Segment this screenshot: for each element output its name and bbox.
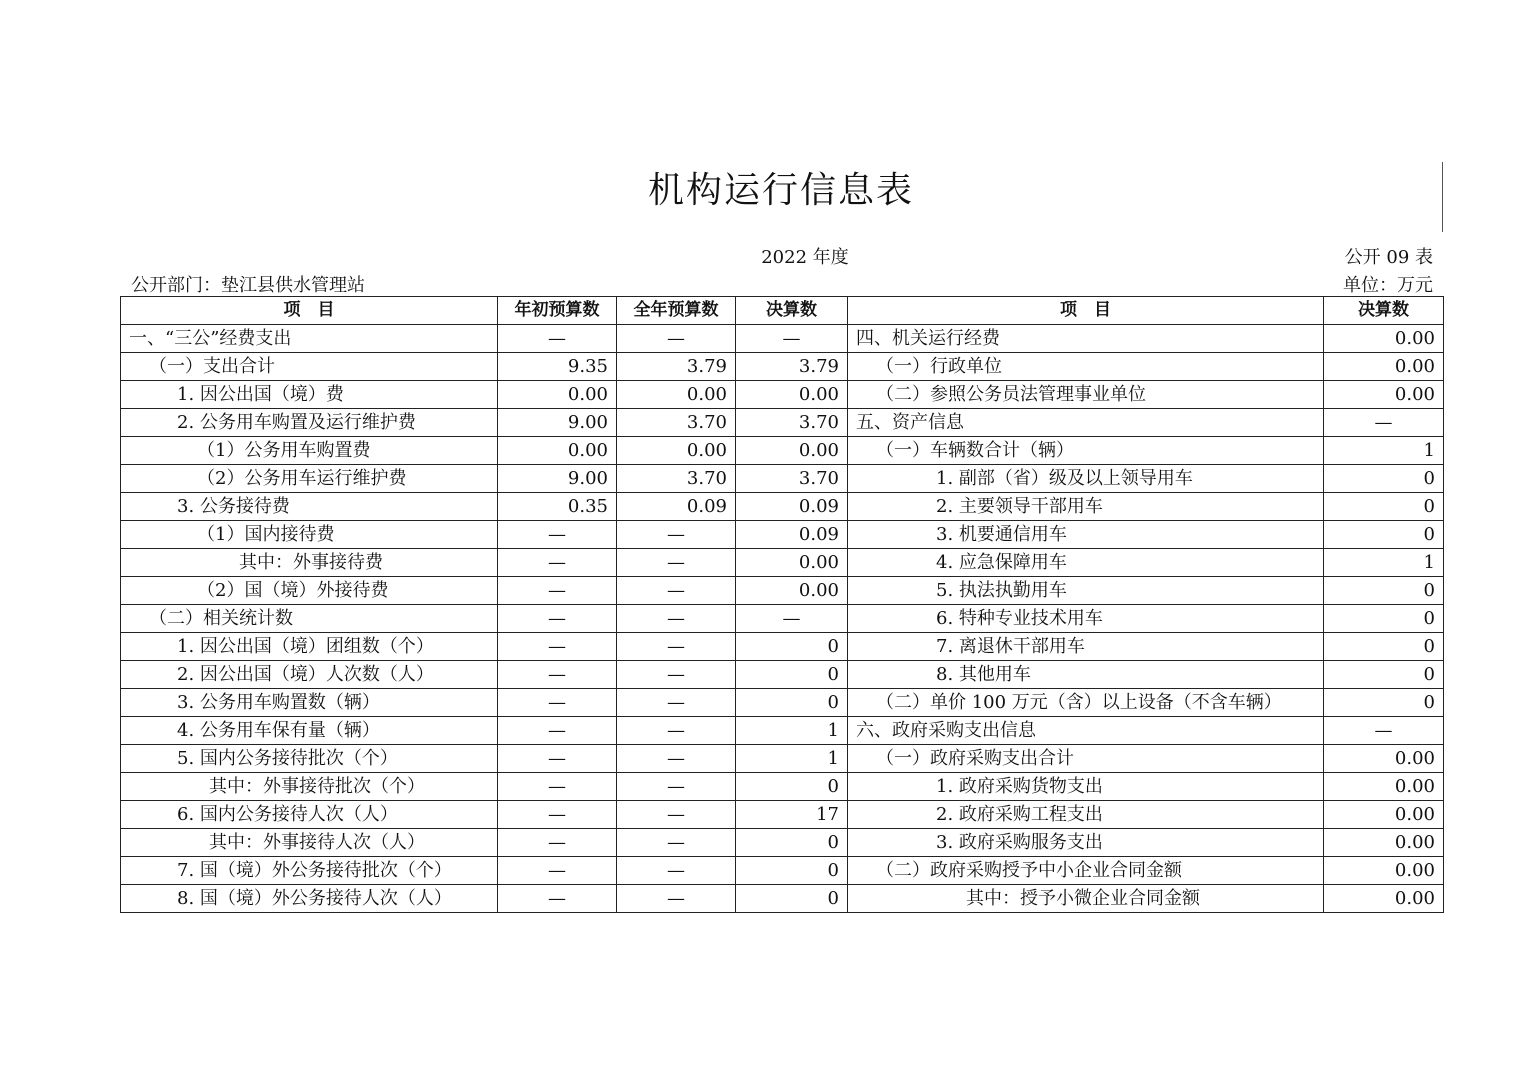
item-left-cell: （二）相关统计数: [121, 605, 498, 633]
final-left-cell: 0.09: [736, 493, 848, 521]
budget-start-cell: —: [498, 689, 617, 717]
budget-start-cell: —: [498, 661, 617, 689]
item-right-cell: 2. 主要领导干部用车: [848, 493, 1324, 521]
final-left-cell: 0: [736, 633, 848, 661]
item-left-cell: 一、“三公”经费支出: [121, 325, 498, 353]
table-row: [121, 549, 1444, 577]
final-left-cell: 0: [736, 885, 848, 913]
budget-full-cell: —: [617, 325, 736, 353]
table-row: [121, 409, 1444, 437]
budget-full-cell: 3.70: [617, 409, 736, 437]
final-right-cell: 0.00: [1324, 885, 1444, 913]
budget-full-cell: —: [617, 773, 736, 801]
final-left-cell: 0.00: [736, 549, 848, 577]
final-left-cell: 0: [736, 773, 848, 801]
budget-start-cell: —: [498, 325, 617, 353]
table-row: [121, 353, 1444, 381]
final-left-cell: 3.70: [736, 465, 848, 493]
item-left-cell: （2）国（境）外接待费: [121, 577, 498, 605]
header-item-left: 项 目: [121, 297, 498, 325]
budget-full-cell: —: [617, 745, 736, 773]
final-right-cell: 0: [1324, 633, 1444, 661]
budget-full-cell: —: [617, 577, 736, 605]
item-right-cell: 3. 机要通信用车: [848, 521, 1324, 549]
item-right-cell: 1. 政府采购货物支出: [848, 773, 1324, 801]
item-right-cell: 7. 离退休干部用车: [848, 633, 1324, 661]
budget-full-cell: —: [617, 829, 736, 857]
final-left-cell: 0: [736, 689, 848, 717]
budget-start-cell: —: [498, 633, 617, 661]
page-title: 机构运行信息表: [647, 170, 914, 211]
item-right-cell: （二）单价 100 万元（含）以上设备（不含车辆）: [848, 689, 1324, 717]
table-row: [121, 689, 1444, 717]
item-left-cell: 2. 因公出国（境）人次数（人）: [121, 661, 498, 689]
table-row: [121, 829, 1444, 857]
final-right-cell: 0: [1324, 521, 1444, 549]
budget-full-cell: —: [617, 689, 736, 717]
final-right-cell: 0: [1324, 605, 1444, 633]
final-left-cell: 0: [736, 661, 848, 689]
budget-full-cell: —: [617, 549, 736, 577]
budget-full-cell: 3.70: [617, 465, 736, 493]
final-left-cell: —: [736, 605, 848, 633]
item-right-cell: 6. 特种专业技术用车: [848, 605, 1324, 633]
item-left-cell: 4. 公务用车保有量（辆）: [121, 717, 498, 745]
item-left-cell: 5. 国内公务接待批次（个）: [121, 745, 498, 773]
table-row: [121, 857, 1444, 885]
budget-full-cell: —: [617, 801, 736, 829]
final-right-cell: 0.00: [1324, 857, 1444, 885]
header-item-right: 项 目: [848, 297, 1324, 325]
final-left-cell: 0: [736, 857, 848, 885]
unit-label: 单位：万元: [1343, 275, 1433, 296]
table-row: [121, 633, 1444, 661]
item-right-cell: 五、资产信息: [848, 409, 1324, 437]
final-right-cell: 0.00: [1324, 829, 1444, 857]
budget-start-cell: —: [498, 829, 617, 857]
budget-full-cell: 0.09: [617, 493, 736, 521]
table-row: [121, 661, 1444, 689]
item-left-cell: （1）国内接待费: [121, 521, 498, 549]
budget-start-cell: —: [498, 801, 617, 829]
item-left-cell: （1）公务用车购置费: [121, 437, 498, 465]
item-left-cell: 3. 公务接待费: [121, 493, 498, 521]
table-row: [121, 325, 1444, 353]
final-right-cell: 0: [1324, 465, 1444, 493]
budget-start-cell: —: [498, 549, 617, 577]
table-row: [121, 773, 1444, 801]
header-budget-full: 全年预算数: [617, 297, 736, 325]
budget-full-cell: 3.79: [617, 353, 736, 381]
final-right-cell: 0.00: [1324, 381, 1444, 409]
final-right-cell: 0: [1324, 661, 1444, 689]
budget-start-cell: —: [498, 521, 617, 549]
table-row: [121, 493, 1444, 521]
budget-start-cell: 0.00: [498, 381, 617, 409]
item-right-cell: 六、政府采购支出信息: [848, 717, 1324, 745]
item-right-cell: 四、机关运行经费: [848, 325, 1324, 353]
final-left-cell: 3.79: [736, 353, 848, 381]
item-right-cell: （二）政府采购授予中小企业合同金额: [848, 857, 1324, 885]
table-row: [121, 745, 1444, 773]
header-final-right: 决算数: [1324, 297, 1444, 325]
final-left-cell: 0.00: [736, 381, 848, 409]
item-left-cell: 其中：外事接待人次（人）: [121, 829, 498, 857]
table-row: [121, 801, 1444, 829]
budget-full-cell: —: [617, 521, 736, 549]
item-right-cell: （一）政府采购支出合计: [848, 745, 1324, 773]
item-right-cell: 3. 政府采购服务支出: [848, 829, 1324, 857]
final-left-cell: 1: [736, 745, 848, 773]
item-left-cell: 3. 公务用车购置数（辆）: [121, 689, 498, 717]
budget-full-cell: —: [617, 717, 736, 745]
table-row: [121, 885, 1444, 913]
final-right-cell: 0: [1324, 577, 1444, 605]
final-left-cell: 0: [736, 829, 848, 857]
table-row: [121, 437, 1444, 465]
final-right-cell: 0: [1324, 493, 1444, 521]
item-left-cell: （一）支出合计: [121, 353, 498, 381]
table-row: [121, 605, 1444, 633]
item-left-cell: 2. 公务用车购置及运行维护费: [121, 409, 498, 437]
fiscal-year: 2022 年度: [761, 247, 849, 268]
table-row: [121, 577, 1444, 605]
budget-start-cell: 9.00: [498, 409, 617, 437]
item-left-cell: 6. 国内公务接待人次（人）: [121, 801, 498, 829]
budget-start-cell: 9.00: [498, 465, 617, 493]
table-row: [121, 465, 1444, 493]
final-right-cell: 0.00: [1324, 773, 1444, 801]
header-final-left: 决算数: [736, 297, 848, 325]
final-right-cell: —: [1324, 409, 1444, 437]
table-header-row: [121, 297, 1444, 325]
budget-start-cell: —: [498, 857, 617, 885]
budget-full-cell: —: [617, 885, 736, 913]
final-right-cell: 0.00: [1324, 325, 1444, 353]
budget-full-cell: —: [617, 605, 736, 633]
budget-full-cell: 0.00: [617, 381, 736, 409]
final-left-cell: 3.70: [736, 409, 848, 437]
budget-start-cell: 9.35: [498, 353, 617, 381]
final-left-cell: 17: [736, 801, 848, 829]
final-right-cell: 1: [1324, 437, 1444, 465]
item-right-cell: （一）行政单位: [848, 353, 1324, 381]
item-left-cell: 1. 因公出国（境）费: [121, 381, 498, 409]
table-row: [121, 717, 1444, 745]
final-right-cell: 0.00: [1324, 353, 1444, 381]
budget-full-cell: —: [617, 857, 736, 885]
final-left-cell: 0.00: [736, 437, 848, 465]
item-left-cell: 1. 因公出国（境）团组数（个）: [121, 633, 498, 661]
item-right-cell: 2. 政府采购工程支出: [848, 801, 1324, 829]
item-right-cell: （一）车辆数合计（辆）: [848, 437, 1324, 465]
final-left-cell: 0.00: [736, 577, 848, 605]
budget-start-cell: —: [498, 745, 617, 773]
budget-start-cell: —: [498, 773, 617, 801]
form-number: 公开 09 表: [1344, 247, 1433, 268]
table-row: [121, 521, 1444, 549]
final-left-cell: 0.09: [736, 521, 848, 549]
item-left-cell: 其中：外事接待费: [121, 549, 498, 577]
final-left-cell: —: [736, 325, 848, 353]
item-right-cell: 8. 其他用车: [848, 661, 1324, 689]
header-budget-start: 年初预算数: [498, 297, 617, 325]
final-right-cell: 0.00: [1324, 801, 1444, 829]
item-right-cell: 1. 副部（省）级及以上领导用车: [848, 465, 1324, 493]
budget-full-cell: 0.00: [617, 437, 736, 465]
final-left-cell: 1: [736, 717, 848, 745]
item-right-cell: 5. 执法执勤用车: [848, 577, 1324, 605]
item-right-cell: 其中：授予小微企业合同金额: [848, 885, 1324, 913]
final-right-cell: 0.00: [1324, 745, 1444, 773]
budget-start-cell: 0.35: [498, 493, 617, 521]
budget-full-cell: —: [617, 633, 736, 661]
item-left-cell: （2）公务用车运行维护费: [121, 465, 498, 493]
item-right-cell: （二）参照公务员法管理事业单位: [848, 381, 1324, 409]
final-right-cell: —: [1324, 717, 1444, 745]
item-left-cell: 8. 国（境）外公务接待人次（人）: [121, 885, 498, 913]
budget-start-cell: —: [498, 885, 617, 913]
budget-start-cell: —: [498, 717, 617, 745]
item-left-cell: 7. 国（境）外公务接待批次（个）: [121, 857, 498, 885]
table-row: [121, 381, 1444, 409]
item-right-cell: 4. 应急保障用车: [848, 549, 1324, 577]
final-right-cell: 1: [1324, 549, 1444, 577]
budget-full-cell: —: [617, 661, 736, 689]
info-table: [120, 296, 1444, 913]
item-left-cell: 其中：外事接待批次（个）: [121, 773, 498, 801]
budget-start-cell: —: [498, 577, 617, 605]
department-label: 公开部门：垫江县供水管理站: [131, 275, 365, 296]
final-right-cell: 0: [1324, 689, 1444, 717]
budget-start-cell: 0.00: [498, 437, 617, 465]
budget-start-cell: —: [498, 605, 617, 633]
